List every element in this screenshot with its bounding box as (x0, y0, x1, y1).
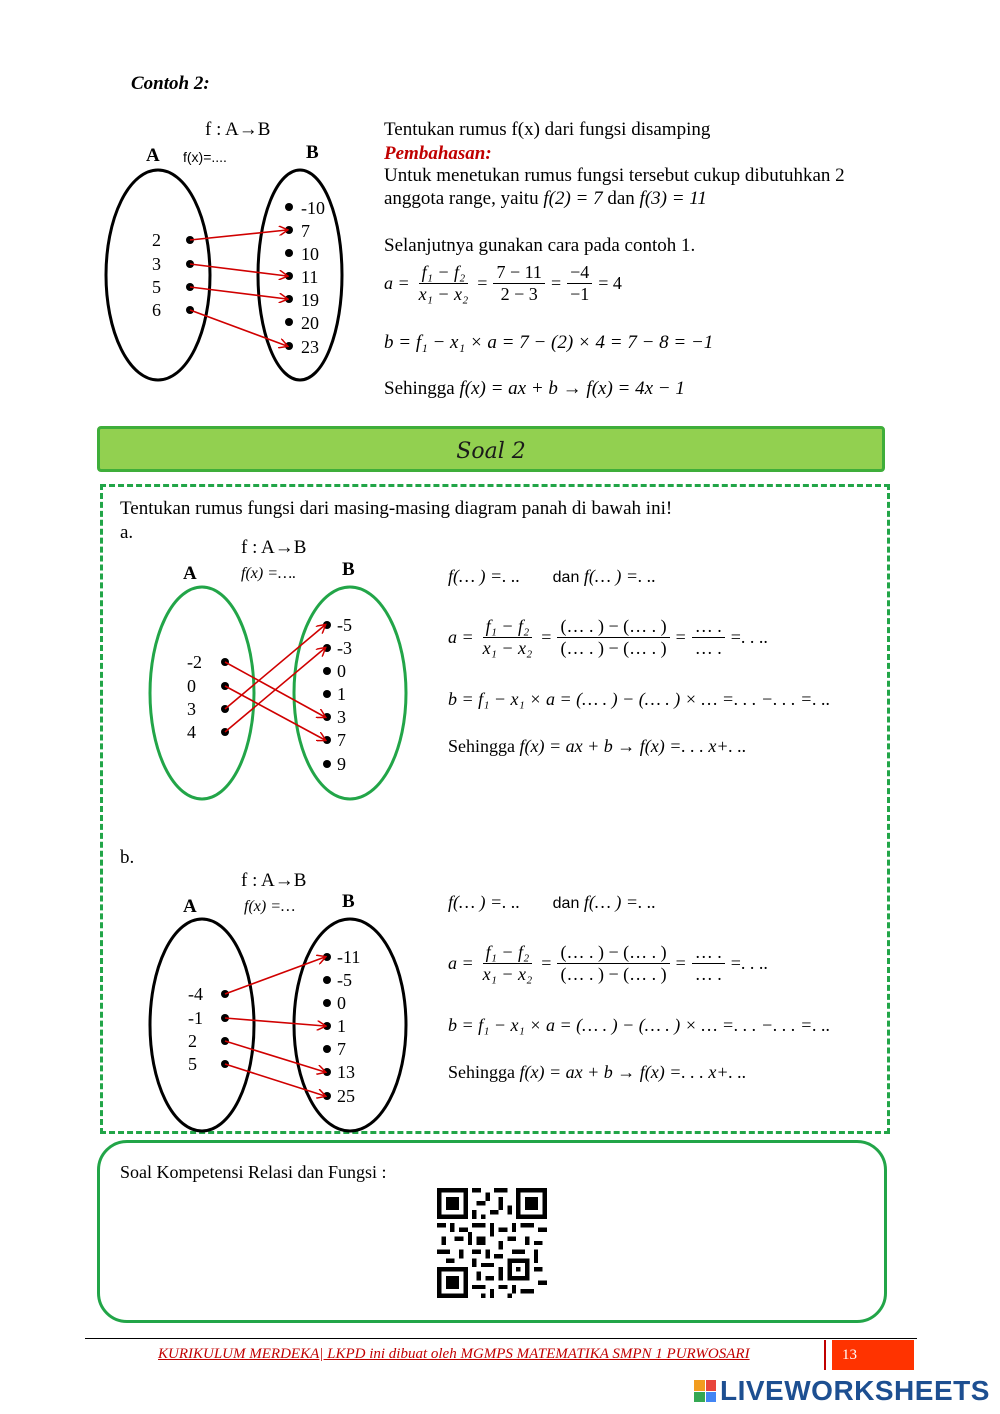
soal-banner (97, 426, 885, 472)
contoh-domain-value: 5 (152, 277, 161, 297)
footer-rule (85, 1338, 917, 1339)
explain-line-1: Untuk menetukan rumus fungsi tersebut cukup dibutuhkan 2 (384, 165, 845, 186)
contoh-arrow-diagram (100, 160, 350, 390)
soal-a-codomain-value: 0 (337, 661, 346, 681)
soal-a-given: f(… ) =. .. dan f(… ) =. .. (448, 566, 656, 586)
soal-a-codomain-dot (323, 690, 331, 698)
qr-code-icon[interactable] (437, 1188, 547, 1298)
soal-b-codomain-value: 25 (337, 1086, 355, 1106)
contoh-set-a-ellipse (106, 170, 210, 380)
soal-banner-title: Soal 2 (456, 439, 526, 464)
soal-b-codomain-value: 13 (337, 1062, 355, 1082)
soal-a-domain-value: -2 (187, 652, 202, 672)
soal-b-given-f1: f(… ) =. .. (448, 892, 521, 912)
pembahasan-label: Pembahasan: (384, 143, 492, 164)
contoh-codomain-dot (285, 249, 293, 257)
contoh-domain-value: 6 (152, 300, 161, 320)
contoh-mapping: f : A→B (205, 119, 271, 140)
soal-b-set-a-label: A (183, 896, 197, 917)
contoh-codomain-dot (285, 318, 293, 326)
soal-a-codomain-dot (323, 667, 331, 675)
contoh-conclusion: Sehingga f(x) = ax + b → f(x) = 4x − 1 (384, 378, 685, 399)
soal-b-codomain-value: 0 (337, 993, 346, 1013)
soal-b-codomain-value: -5 (337, 970, 352, 990)
soal-a-b-equation: b = f₁ − x₁ × a = (… . ) − (… . ) × … =. . . −. . . =. .. (448, 689, 831, 709)
soal-b-mapping: f : A→B (241, 870, 307, 891)
soal-b-codomain-value: 1 (337, 1016, 346, 1036)
soal-b-codomain-dot (323, 976, 331, 984)
soal-a-label: a. (120, 522, 134, 543)
soal-a-rule: f(x) =…. (241, 565, 297, 582)
soal-b-b-equation: b = f₁ − x₁ × a = (… . ) − (… . ) × … =. . . −. . . =. .. (448, 1015, 831, 1035)
soal-a-codomain-value: 7 (337, 730, 346, 750)
soal-b-given-f2: f(… ) =. .. (583, 892, 656, 912)
soal-a-set-a-label: A (183, 563, 197, 584)
page-number: 13 (832, 1340, 914, 1370)
soal-b-arrow (225, 957, 325, 994)
soal-b-arrow-diagram (140, 912, 420, 1137)
soal-a-set-b-label: B (342, 559, 355, 580)
soal-a-codomain-value: -5 (337, 615, 352, 635)
soal-b-set-b-label: B (342, 891, 355, 912)
soal-b-given: f(… ) =. .. dan f(… ) =. .. (448, 892, 656, 912)
liveworksheets-brand[interactable] (694, 1374, 990, 1408)
contoh-a-formula: a = $\frac{\text{f₁ − f₂}}{\text{x₁ − x₂}}$ = $\frac{7 - 11}{2 - 3}$ = $\frac{-4}{-1}$ = 4 (384, 261, 622, 304)
contoh-codomain-dot (285, 203, 293, 211)
soal-a-arrow (225, 686, 325, 740)
soal-b-label: b. (120, 847, 135, 868)
contoh-codomain-value: 11 (301, 267, 319, 287)
contoh-arrow (190, 264, 287, 276)
soal-a-conclusion: Sehingga f(x) = ax + b → f(x) =. . . x+. .. (448, 736, 747, 756)
soal-a-mapping: f : A→B (241, 537, 307, 558)
soal-a-arrow (225, 648, 325, 732)
soal-a-given-f2: f(… ) =. .. (583, 566, 656, 586)
soal-a-arrow-diagram (140, 580, 420, 805)
contoh-codomain-value: 10 (301, 244, 319, 264)
contoh-set-a-label: A (146, 145, 160, 166)
soal-a-arrow (225, 625, 325, 709)
contoh-codomain-value: 23 (301, 337, 319, 357)
contoh-domain-value: 2 (152, 230, 161, 250)
soal-b-domain-value: 2 (188, 1031, 197, 1051)
soal-a-codomain-value: -3 (337, 638, 352, 658)
contoh-domain-value: 3 (152, 254, 161, 274)
contoh-question: Tentukan rumus f(x) dari fungsi disamping (384, 119, 711, 140)
soal-b-arrow (225, 1041, 325, 1072)
explain-line-2: anggota range, yaitu f(2) = 7 dan f(3) = 11 (384, 188, 707, 209)
contoh-rule: f(x)=.... (183, 149, 227, 165)
contoh-set-b-label: B (306, 142, 319, 163)
soal-b-domain-value: -4 (188, 984, 203, 1004)
soal-a-domain-value: 0 (187, 676, 196, 696)
soal-b-arrow (225, 1064, 325, 1096)
soal-b-a-formula: a = $\frac{\text{f₁ − f₂}}{\text{x₁ − x₂}}$ = (… . ) − (… . ) (… . ) − (… . ) = … . … . =. . .. (448, 941, 768, 984)
soal-b-codomain-dot (323, 999, 331, 1007)
next-step: Selanjutnya gunakan cara pada contoh 1. (384, 235, 696, 256)
contoh-heading: Contoh 2: (131, 73, 210, 94)
soal-b-codomain-value: 7 (337, 1039, 346, 1059)
soal-a-given-f1: f(… ) =. .. (448, 566, 521, 586)
soal-b-domain-value: -1 (188, 1008, 203, 1028)
soal-b-rule: f(x) =… (244, 898, 296, 915)
soal-b-codomain-value: -11 (337, 947, 361, 967)
soal-a-codomain-value: 9 (337, 754, 346, 774)
soal-b-conclusion: Sehingga f(x) = ax + b → f(x) =. . . x+. .. (448, 1062, 747, 1082)
soal-b-arrow (225, 1018, 325, 1026)
contoh-set-b-ellipse (258, 170, 342, 380)
contoh-codomain-value: 20 (301, 313, 319, 333)
soal-instruction: Tentukan rumus fungsi dari masing-masing diagram panah di bawah ini! (120, 498, 673, 519)
liveworksheets-wordmark: LIVEWORKSHEETS (720, 1375, 990, 1406)
contoh-codomain-value: -10 (301, 198, 325, 218)
soal-a-codomain-dot (323, 760, 331, 768)
contoh-b-equation: b = f₁ − x₁ × a = 7 − (2) × 4 = 7 − 8 = −1 (384, 332, 714, 353)
contoh-arrow (190, 287, 287, 299)
kompetensi-label: Soal Kompetensi Relasi dan Fungsi : (120, 1162, 387, 1182)
footer-separator (824, 1340, 826, 1370)
footer-text: KURIKULUM MERDEKA| LKPD ini dibuat oleh MGMPS MATEMATIKA SMPN 1 PURWOSARI (158, 1346, 750, 1362)
soal-a-codomain-value: 3 (337, 707, 346, 727)
soal-a-domain-value: 4 (187, 722, 196, 742)
soal-a-a-formula: a = $\frac{\text{f₁ − f₂}}{\text{x₁ − x₂}}$ = (… . ) − (… . ) (… . ) − (… . ) = … . … . =. . .. (448, 615, 768, 658)
soal-a-domain-value: 3 (187, 699, 196, 719)
soal-a-codomain-value: 1 (337, 684, 346, 704)
contoh-codomain-value: 19 (301, 290, 319, 310)
soal-b-codomain-dot (323, 1045, 331, 1053)
soal-b-domain-value: 5 (188, 1054, 197, 1074)
contoh-codomain-value: 7 (301, 221, 310, 241)
liveworksheets-logo-icon (694, 1380, 716, 1402)
